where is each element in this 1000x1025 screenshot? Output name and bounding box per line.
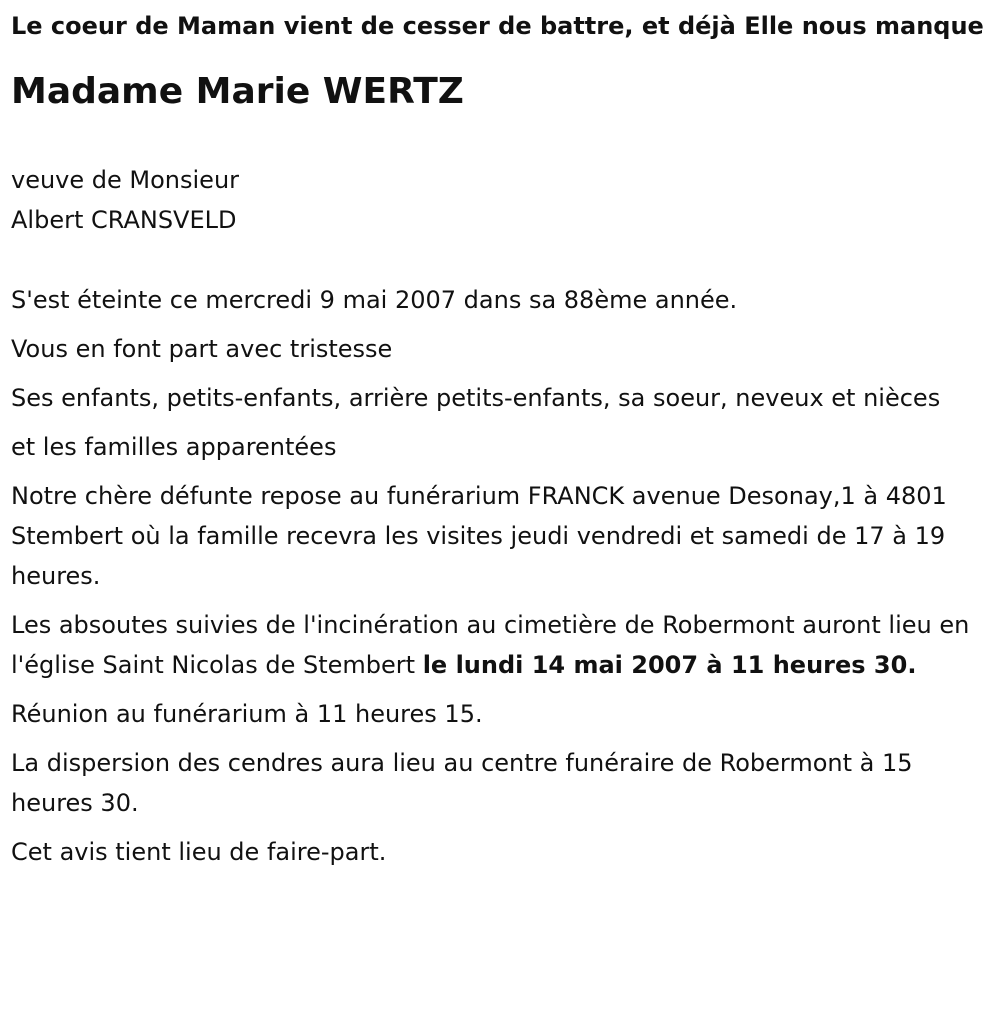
- intro-heading: Le coeur de Maman vient de cesser de battre, et déjà Elle nous manque: [11, 12, 984, 40]
- notice-body: [11, 280, 988, 872]
- funeral-home-paragraph: Notre chère défunte repose au funérarium FRANCK avenue Desonay,1 à 4801 Stembert où la famille recevra les visites jeudi vendredi et samedi de 17 à 19 heures.: [11, 482, 947, 590]
- deceased-name: Madame Marie WERTZ: [11, 71, 464, 112]
- meeting-paragraph: Réunion au funérarium à 11 heures 15.: [11, 700, 483, 728]
- announcement-paragraph: Vous en font part avec tristesse: [11, 335, 393, 363]
- spouse-info: [11, 160, 988, 240]
- relatives-paragraph: et les familles apparentées: [11, 433, 337, 461]
- spouse-line-1: veuve de Monsieur: [11, 166, 240, 194]
- ceremony-paragraph: [11, 605, 988, 685]
- spouse-line-2: Albert CRANSVELD: [11, 206, 237, 234]
- ceremony-text: Les absoutes suivies de l'incinération au cimetière de Robermont auront lieu en l'église Saint Nicolas de Stembert: [11, 611, 970, 679]
- family-paragraph: Ses enfants, petits-enfants, arrière petits-enfants, sa soeur, neveux et nièces: [11, 384, 941, 412]
- ceremony-datetime: le lundi 14 mai 2007 à 11 heures 30.: [422, 651, 917, 679]
- ashes-paragraph: La dispersion des cendres aura lieu au centre funéraire de Robermont à 15 heures 30.: [11, 749, 913, 817]
- closing-paragraph: Cet avis tient lieu de faire-part.: [11, 838, 387, 866]
- death-date-paragraph: S'est éteinte ce mercredi 9 mai 2007 dans sa 88ème année.: [11, 286, 738, 314]
